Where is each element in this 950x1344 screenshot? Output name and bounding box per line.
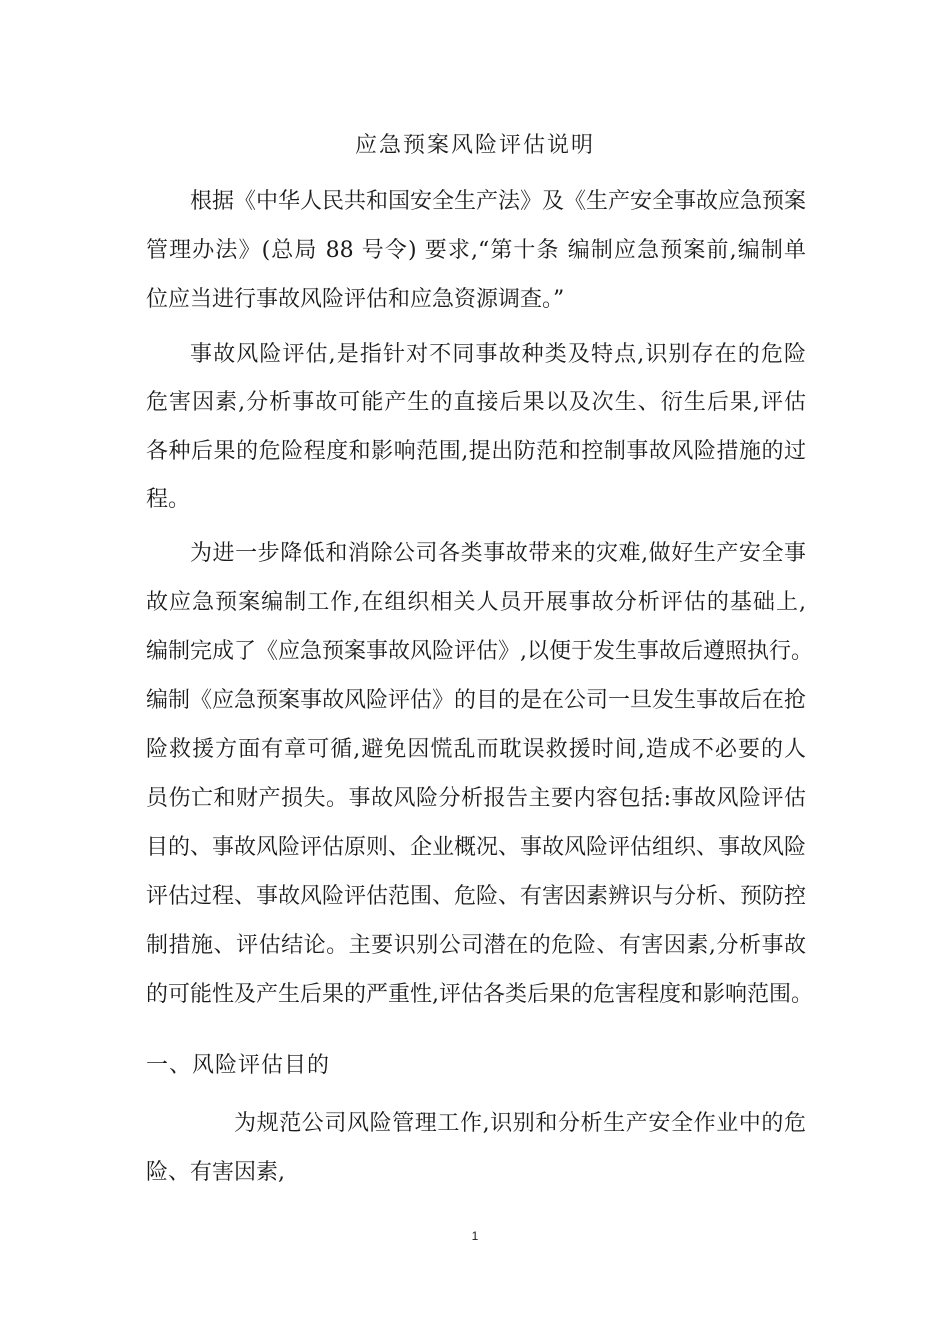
paragraph-3-line-10: 的可能性及产生后果的严重性,评估各类后果的危害程度和影响范围。	[146, 982, 813, 1007]
paragraph-3-line-6: 员伤亡和财产损失。事故风险分析报告主要内容包括:事故风险评估	[146, 786, 806, 811]
paragraph-3-line-8: 评估过程、事故风险评估范围、危险、有害因素辨识与分析、预防控	[146, 884, 807, 909]
paragraph-3-line-1: 为进一步降低和消除公司各类事故带来的灾难,做好生产安全事	[190, 541, 806, 566]
paragraph-2-line-1: 事故风险评估,是指针对不同事故种类及特点,识别存在的危险	[190, 342, 806, 367]
section-1-heading: 一、风险评估目的	[146, 1053, 331, 1078]
paragraph-1-line-2: 管理办法》(总局 88 号令) 要求,“第十条 编制应急预案前,编制单	[146, 238, 806, 263]
paragraph-3-line-3: 编制完成了《应急预案事故风险评估》,以便于发生事故后遵照执行。	[146, 639, 813, 664]
paragraph-3-line-5: 险救援方面有章可循,避免因慌乱而耽误救援时间,造成不必要的人	[146, 737, 806, 762]
paragraph-3-line-2: 故应急预案编制工作,在组织相关人员开展事故分析评估的基础上,	[146, 590, 806, 615]
paragraph-2-line-2: 危害因素,分析事故可能产生的直接后果以及次生、衍生后果,评估	[146, 390, 806, 415]
paragraph-1-line-3: 位应当进行事故风险评估和应急资源调查。”	[146, 287, 565, 312]
paragraph-2-line-4: 程。	[146, 487, 191, 512]
paragraph-3-line-4: 编制《应急预案事故风险评估》的目的是在公司一旦发生事故后在抢	[146, 688, 807, 713]
section-1-line-1: 为规范公司风险管理工作,识别和分析生产安全作业中的危	[234, 1111, 806, 1136]
document-title: 应急预案风险评估说明	[354, 133, 595, 158]
paragraph-3-line-7: 目的、事故风险评估原则、企业概况、事故风险评估组织、事故风险	[146, 835, 807, 860]
paragraph-2-line-3: 各种后果的危险程度和影响范围,提出防范和控制事故风险措施的过	[146, 439, 806, 464]
paragraph-1-line-1: 根据《中华人民共和国安全生产法》及《生产安全事故应急预案	[190, 189, 807, 214]
section-1-line-2: 险、有害因素,	[146, 1160, 285, 1185]
page-number: 1	[471, 1229, 479, 1243]
paragraph-3-line-9: 制措施、评估结论。主要识别公司潜在的危险、有害因素,分析事故	[146, 933, 806, 958]
